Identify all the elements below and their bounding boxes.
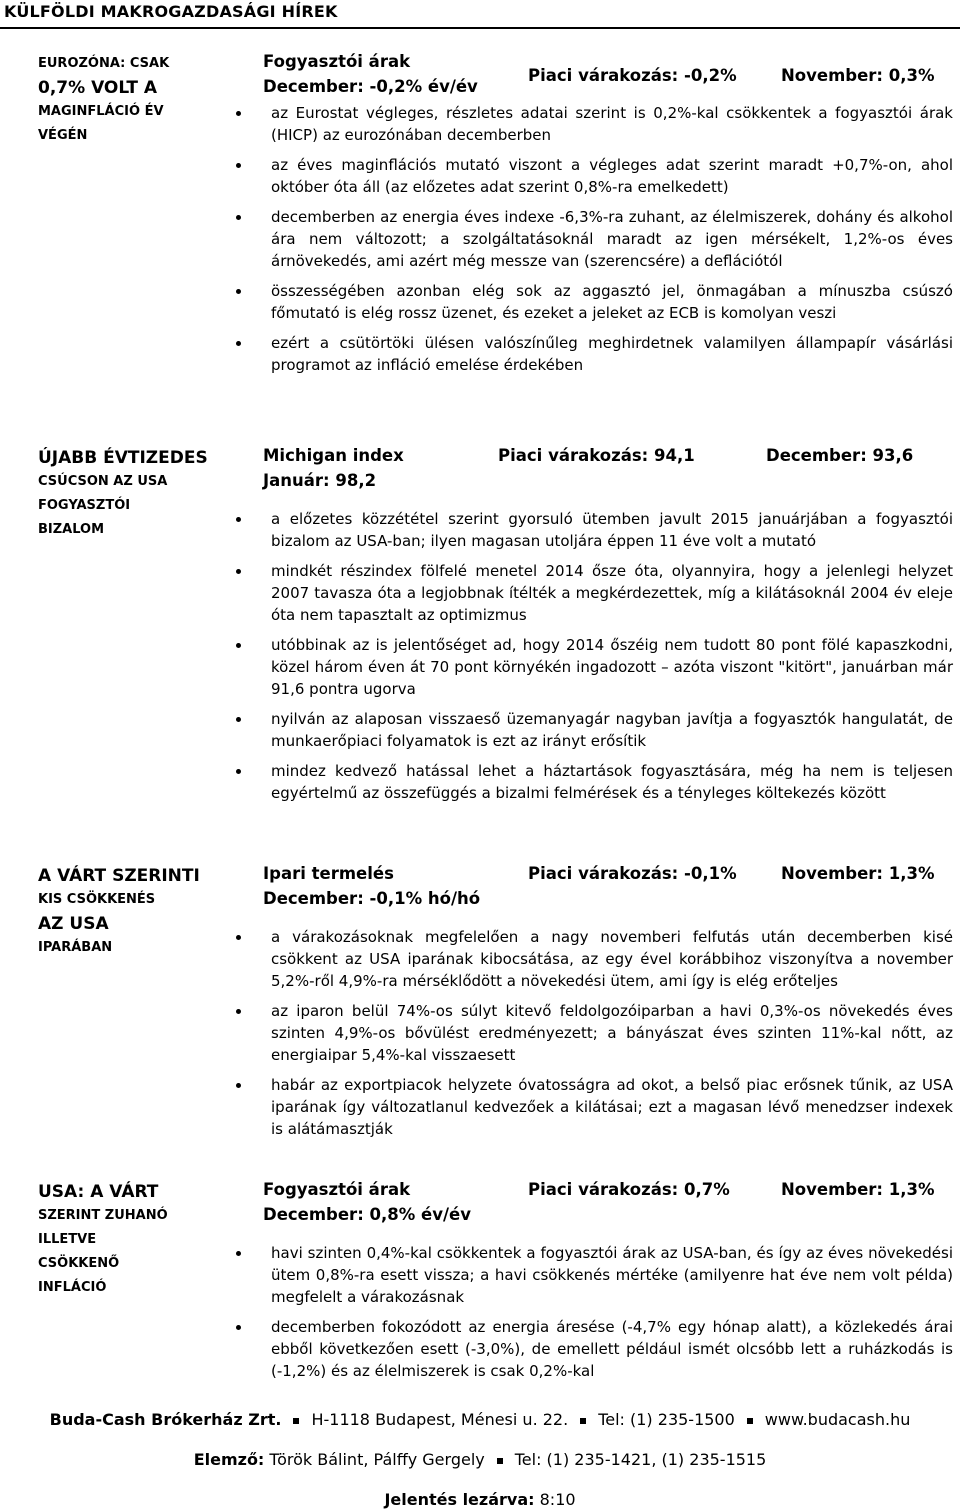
square-bullet-icon [580, 1418, 586, 1424]
footer-company: Buda-Cash Brókerház Zrt. [49, 1410, 282, 1429]
indicator-actual: December: -0,1% hó/hó [263, 889, 481, 908]
square-bullet-icon [497, 1458, 503, 1464]
footer-closing-line [0, 1490, 960, 1509]
sidebar-line: EUROZÓNA: CSAK [38, 56, 170, 71]
closing-time: 8:10 [539, 1490, 576, 1509]
indicator-expectation: Piaci várakozás: 0,7% [528, 1180, 730, 1199]
list-item: a várakozásoknak megfelelően a nagy novemberi felfutás után decemberben kisé csökkent az USA iparának kibocsátása, az egy ével korábbihoz viszonyítva a november 5,2%-ről 4,9%-ra mérséklődött a növekedési ütem, ami így is elég erőteljes [263, 926, 953, 992]
sidebar-line: AZ USA [38, 914, 109, 934]
indicator-actual: December: 0,8% év/év [263, 1205, 471, 1224]
indicator-title: Ipari termelés [263, 864, 394, 883]
section-sidebar-title [38, 864, 218, 960]
list-item: összességében azonban elég sok az aggasztó jel, önmagában a mínuszba csúszó főmutató is elég rossz üzenet, és ezeket a jeleket az ECB is komolyan veszi [263, 280, 953, 324]
list-item: az iparon belül 74%-os súlyt kitevő feldolgozóiparban a havi 0,3%-os növekedés éves szinten 4,9%-os bővülést eredményezett; a bányászat éves szinten 11%-kal nőtt, az energiaipar 5,4%-kal visszaesett [263, 1000, 953, 1066]
footer-website[interactable]: www.budacash.hu [764, 1410, 911, 1429]
footer-analyst-line [0, 1450, 960, 1469]
list-item: decemberben fokozódott az energia áresése (-4,7% egy hónap alatt), a közlekedés árai ebből következően esett (-3,0%), de emellett például ismét olcsóbb lett a ruházkodás is (-1,2%) és az élelmiszerek is csak 0,2%-kal [263, 1316, 953, 1382]
title-divider [0, 27, 960, 29]
sidebar-line: USA: A VÁRT [38, 1182, 159, 1202]
page-title: KÜLFÖLDI MAKROGAZDASÁGI HÍREK [4, 2, 338, 21]
indicator-expectation: Piaci várakozás: -0,2% [528, 66, 737, 85]
section-sidebar-title [38, 1180, 218, 1300]
list-item: ezért a csütörtöki ülésen valószínűleg meghirdetnek valamilyen állampapír vásárlási programot az infláció emelése érdekében [263, 332, 953, 376]
indicator-title: Fogyasztói árak [263, 1180, 411, 1199]
section-body [263, 864, 953, 1148]
square-bullet-icon [293, 1418, 299, 1424]
footer-company-line [0, 1410, 960, 1429]
bullet-list [263, 926, 953, 1140]
sidebar-line: CSÖKKENŐ [38, 1256, 120, 1271]
list-item: az Eurostat végleges, részletes adatai szerint is 0,2%-kal csökkentek a fogyasztói árak (HICP) az eurozónában decemberben [263, 102, 953, 146]
sidebar-line: KIS CSÖKKENÉS [38, 892, 156, 907]
list-item: az éves maginflációs mutató viszont a végleges adat szerint maradt +0,7%-on, ahol október óta áll (az előzetes adat szerint 0,8%-ra emelkedett) [263, 154, 953, 198]
sidebar-line: VÉGÉN [38, 128, 88, 143]
sidebar-line: ILLETVE [38, 1232, 97, 1247]
bullet-list [263, 508, 953, 804]
list-item: a előzetes közzététel szerint gyorsuló ütemben javult 2015 januárjában a fogyasztói bizalom az USA-ban; ilyen magasan utoljára éppen 11 éve volt a mutató [263, 508, 953, 552]
sidebar-line: IPARÁBAN [38, 940, 113, 955]
indicator-expectation: Piaci várakozás: -0,1% [528, 864, 737, 883]
section-sidebar-title [38, 52, 218, 148]
sidebar-line: MAGINFLÁCIÓ ÉV [38, 104, 164, 119]
indicator-header [263, 864, 953, 914]
section-body [263, 1180, 953, 1390]
indicator-previous: November: 1,3% [781, 864, 935, 883]
analyst-names: Török Bálint, Pálffy Gergely [269, 1450, 485, 1469]
sidebar-line: FOGYASZTÓI [38, 498, 131, 513]
section-body [263, 52, 953, 384]
analyst-label: Elemző: [193, 1450, 265, 1469]
footer-phone: Tel: (1) 235-1500 [598, 1410, 735, 1429]
list-item: decemberben az energia éves indexe -6,3%-ra zuhant, az élelmiszerek, dohány és alkohol ára nem változott; a szolgáltatásoknál maradt az igen mérsékelt, 1,2%-os éves árnövekedés, ami azért még messze van (szerencsére) a deflációtól [263, 206, 953, 272]
footer-address: H-1118 Budapest, Ménesi u. 22. [311, 1410, 569, 1429]
analyst-phone: Tel: (1) 235-1421, (1) 235-1515 [514, 1450, 767, 1469]
indicator-header [263, 1180, 953, 1230]
bullet-list [263, 102, 953, 376]
sidebar-line: 0,7% VOLT A [38, 78, 158, 98]
section-sidebar-title [38, 446, 218, 542]
indicator-actual: December: -0,2% év/év [263, 77, 478, 96]
indicator-previous: December: 93,6 [766, 446, 914, 465]
indicator-expectation: Piaci várakozás: 94,1 [498, 446, 695, 465]
list-item: mindez kedvező hatással lehet a háztartások fogyasztására, még ha nem is teljesen egyértelmű az összefüggés a bizalmi felmérések és a tényleges költekezés között [263, 760, 953, 804]
indicator-previous: November: 1,3% [781, 1180, 935, 1199]
indicator-header [263, 446, 953, 496]
sidebar-line: CSÚCSON AZ USA [38, 474, 168, 489]
indicator-title: Fogyasztói árak [263, 52, 411, 71]
sidebar-line: A VÁRT SZERINTI [38, 866, 200, 886]
indicator-title: Michigan index [263, 446, 404, 465]
bullet-list [263, 1242, 953, 1382]
indicator-previous: November: 0,3% [781, 66, 935, 85]
list-item: nyilván az alaposan visszaeső üzemanyagár nagyban javítja a fogyasztók hangulatát, de munkaerőpiaci folyamatok is ezt az irányt erősítik [263, 708, 953, 752]
sidebar-line: BIZALOM [38, 522, 105, 537]
list-item: habár az exportpiacok helyzete óvatosságra ad okot, a belső piac erősnek tűnik, az USA iparának így változatlanul kedvezőek a kilátásai; ezt a magasan lévő menedzser indexek is alátámasztják [263, 1074, 953, 1140]
sidebar-line: INFLÁCIÓ [38, 1280, 107, 1295]
section-body [263, 446, 953, 812]
list-item: mindkét részindex fölfelé menetel 2014 ősze óta, olyannyira, hogy a jelenlegi helyzet 2007 tavasza óta a legjobbnak ítélték a megkérdezettek, míg a kilátásoknál 2004 év eleje óta nem tapasztalt az optimizmus [263, 560, 953, 626]
list-item: havi szinten 0,4%-kal csökkentek a fogyasztói árak az USA-ban, és így az éves növekedési ütem 0,8%-ra esett vissza; a havi csökkenés mértéke (amilyenre hat éve nem volt példa) megfelelt a várakozásnak [263, 1242, 953, 1308]
closing-label: Jelentés lezárva: [384, 1490, 535, 1509]
list-item: utóbbinak az is jelentőséget ad, hogy 2014 őszéig nem tudott 80 pont fölé kapaszkodni, közel három éven át 70 pont környékén ingadozott – azóta viszont "kitört", januárban már 91,6 pontra ugorva [263, 634, 953, 700]
square-bullet-icon [747, 1418, 753, 1424]
sidebar-line: SZERINT ZUHANÓ [38, 1208, 168, 1223]
sidebar-line: ÚJABB ÉVTIZEDES [38, 448, 208, 468]
indicator-actual: Január: 98,2 [263, 471, 377, 490]
indicator-header [263, 52, 953, 102]
